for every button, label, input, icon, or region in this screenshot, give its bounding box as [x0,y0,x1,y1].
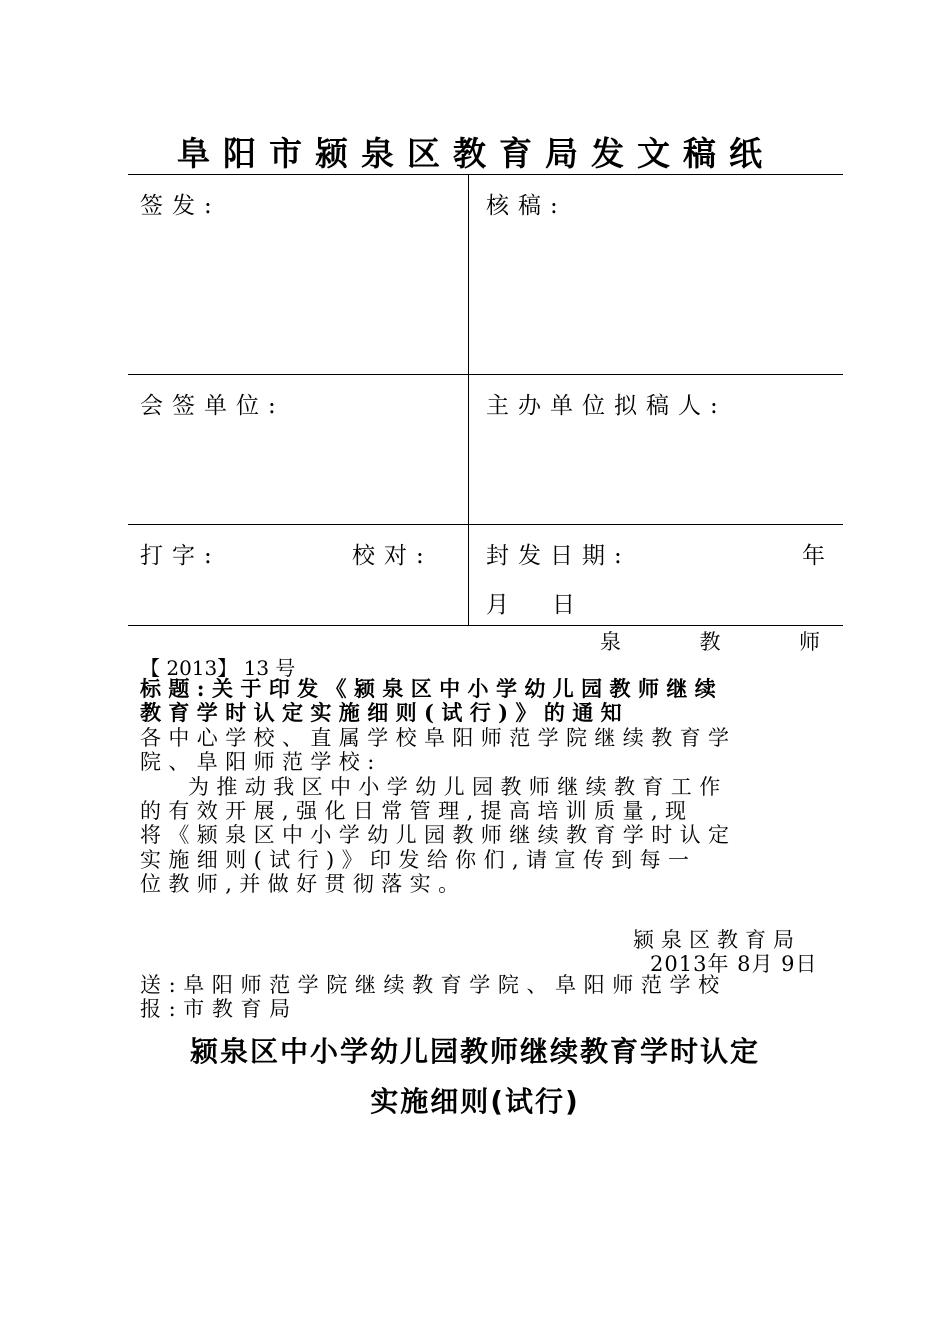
body-line-2: 的有效开展,强化日常管理,提高培训质量,现 [140,799,694,823]
recipients-line-2: 院、阜阳师范学校: [140,750,382,774]
year-char: 年 [802,543,834,569]
page-title: 阜阳市颍泉区教育局发文稿纸 [177,134,775,173]
day-char: 日 [552,592,584,618]
review-label: 核稿: [486,193,567,219]
cosign-label: 会签单位: [140,393,285,419]
month-char: 月 [486,592,518,618]
doc-prefix-char: 教 [699,630,721,654]
sign-label: 签发: [140,193,221,219]
doc-title-line-1: 标题:关于印发《颍泉区中小学幼儿园教师继续 [140,676,724,701]
form-top-border [128,174,843,175]
doc-prefix [600,626,820,656]
doc-title-line-2: 教育学时认定实施细则(试行)》的通知 [140,700,630,725]
rules-heading-line-2: 实施细则(试行) [370,1085,580,1118]
typing-label: 打字: [140,543,221,569]
issue-date-label: 封发日期: [486,543,631,569]
recipients-line-1: 各中心学校、直属学校阜阳师范学院继续教育学 [140,726,737,750]
date: 2013年 8月 9日 [650,952,818,976]
body-line-1: 为推动我区中小学幼儿园教师继续教育工作 [188,775,728,799]
form-center-divider [468,174,469,626]
body-line-3: 将《颍泉区中小学幼儿园教师继续教育学时认定 [140,823,737,847]
doc-number: 【 2013】 13 号 [140,656,296,680]
body-line-4: 实施细则(试行)》印发给你们,请宣传到每一 [140,848,697,872]
rules-heading-line-1: 颍泉区中小学幼儿园教师继续教育学时认定 [189,1035,760,1068]
doc-prefix-char: 泉 [600,630,621,654]
drafter-label: 主办单位拟稿人: [486,393,727,419]
form-row-divider-1 [128,374,843,375]
signature: 颍泉区教育局 [633,928,801,952]
proof-label: 校对: [352,543,433,569]
body-line-5: 位教师,并做好贯彻落实。 [140,872,467,896]
report-to: 报:市教育局 [140,997,298,1021]
send-to: 送:阜阳师范学院继续教育学院、阜阳师范学校 [140,973,727,997]
doc-prefix-char: 师 [799,630,820,654]
form-row-divider-2 [128,524,843,525]
